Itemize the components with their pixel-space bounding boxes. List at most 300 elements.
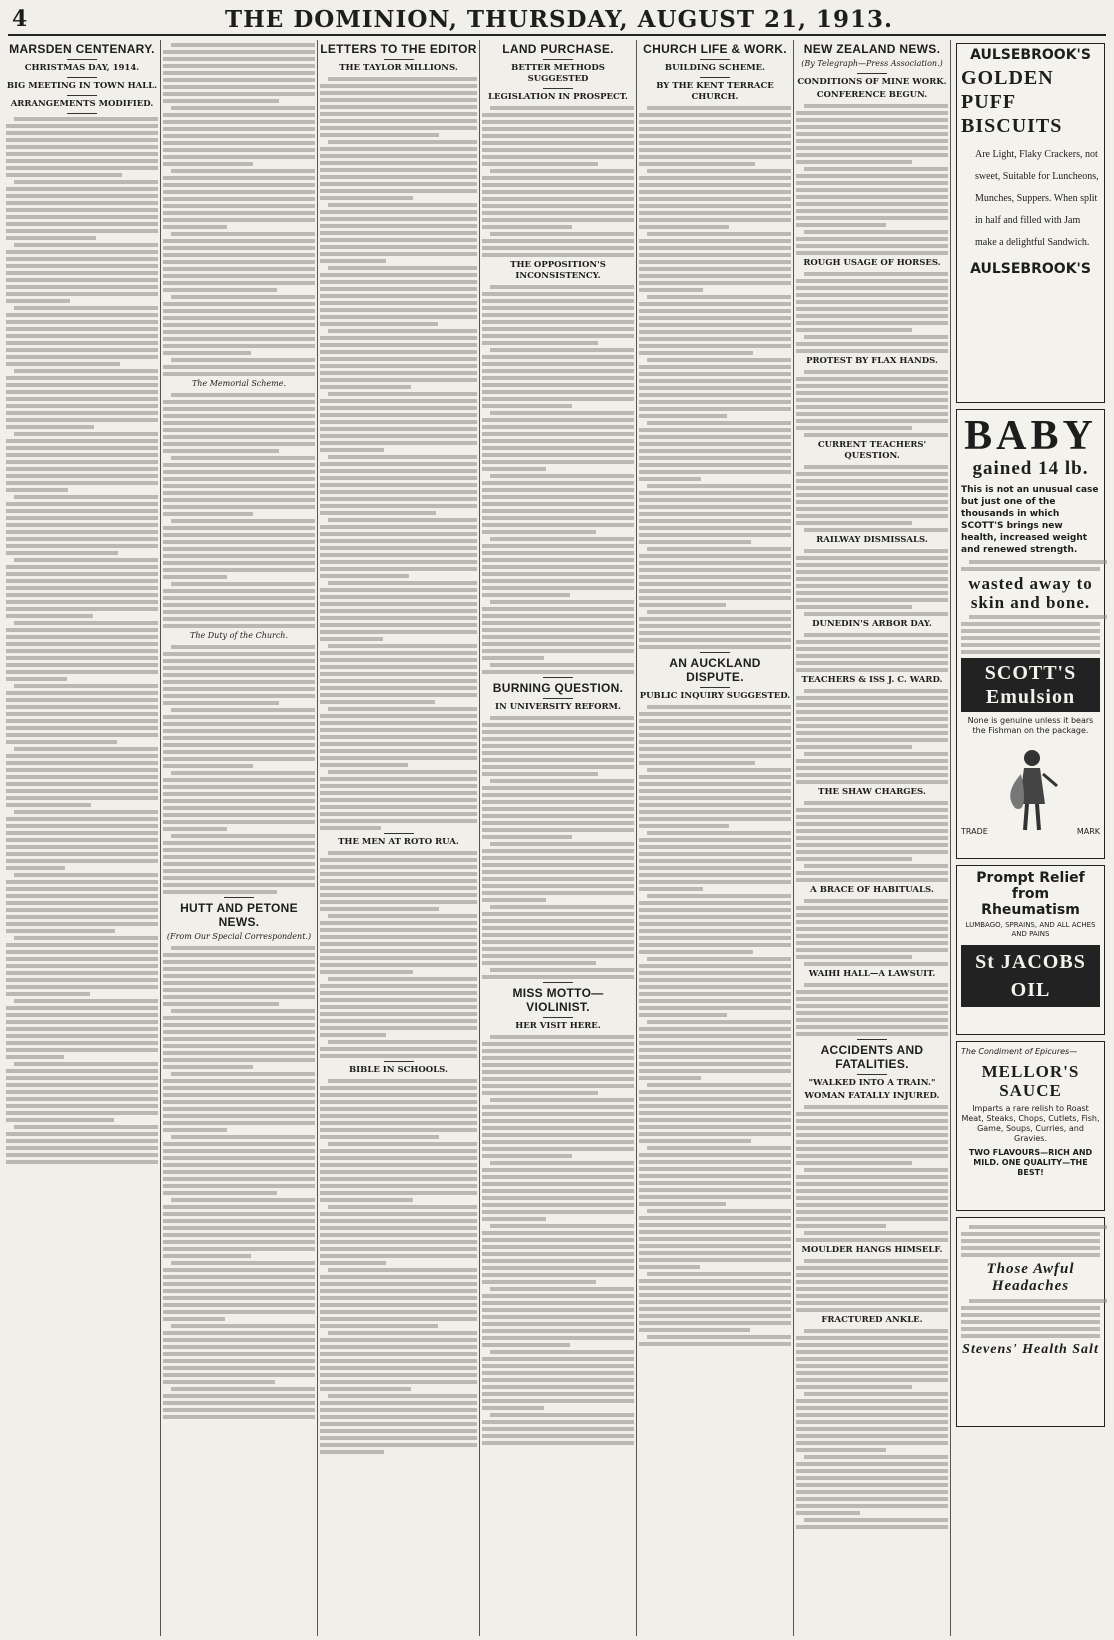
subhead-bible: BIBLE IN SCHOOLS. (349, 1065, 448, 1075)
text-line (482, 670, 634, 674)
text-line (6, 313, 158, 317)
text-line (163, 722, 315, 726)
article-body (320, 77, 477, 830)
text-line (796, 1273, 948, 1277)
text-line (6, 670, 158, 674)
text-line (163, 1156, 315, 1160)
text-line (639, 1251, 791, 1255)
text-line (482, 579, 634, 583)
text-line (639, 330, 791, 334)
text-line (163, 449, 279, 453)
text-line (796, 1217, 948, 1221)
text-line (171, 708, 315, 712)
subhead-ankle: FRACTURED ANKLE. (821, 1315, 923, 1325)
text-line (804, 1105, 948, 1109)
subhead-horses: ROUGH USAGE OF HORSES. (803, 258, 941, 268)
text-line (163, 806, 315, 810)
text-line (796, 570, 948, 574)
text-line (639, 365, 791, 369)
text-line (163, 407, 315, 411)
text-line (320, 287, 477, 291)
text-line (482, 1049, 634, 1053)
text-line (163, 134, 315, 138)
text-line (163, 1352, 315, 1356)
text-line (490, 779, 634, 783)
text-line (171, 106, 315, 110)
text-line (163, 505, 315, 509)
text-line (6, 852, 158, 856)
text-line (163, 694, 315, 698)
text-line (163, 1226, 315, 1230)
text-line (6, 194, 158, 198)
text-line (796, 822, 948, 826)
text-line (328, 770, 477, 774)
text-line (163, 1044, 315, 1048)
text-line (482, 1231, 634, 1235)
article-body (482, 285, 634, 674)
text-line (320, 1149, 477, 1153)
text-line (639, 337, 791, 341)
text-line (320, 406, 477, 410)
text-line (320, 1275, 477, 1279)
text-line (482, 572, 634, 576)
text-line (320, 756, 477, 760)
text-line (163, 1163, 315, 1167)
text-line (490, 1224, 634, 1228)
text-line (796, 913, 948, 917)
text-line (639, 1062, 791, 1066)
subhead-conference: CONFERENCE BEGUN. (816, 90, 928, 100)
text-line (6, 292, 158, 296)
text-line (6, 796, 158, 800)
text-line (796, 556, 948, 560)
text-line (6, 929, 115, 933)
text-line (482, 737, 634, 741)
text-line (6, 320, 158, 324)
text-line (320, 1352, 477, 1356)
text-line (482, 884, 634, 888)
text-line (639, 908, 791, 912)
text-line (639, 624, 791, 628)
text-line (490, 842, 634, 846)
text-line (796, 703, 948, 707)
text-line (328, 140, 477, 144)
text-line (163, 820, 315, 824)
text-line (796, 1238, 948, 1242)
text-line (796, 286, 948, 290)
text-line (639, 999, 791, 1003)
text-line (163, 463, 315, 467)
text-line (320, 525, 477, 529)
subhead-arrangements: ARRANGEMENTS MODIFIED. (10, 99, 154, 109)
text-line (482, 523, 634, 527)
text-line (796, 1133, 948, 1137)
text-line (482, 1238, 634, 1242)
text-line (482, 306, 634, 310)
text-line (796, 1280, 948, 1284)
text-line (320, 700, 435, 704)
text-line (490, 1098, 634, 1102)
ad-mellors (956, 1041, 1105, 1211)
text-line (639, 190, 791, 194)
text-line (163, 428, 315, 432)
text-line (163, 316, 315, 320)
text-line (639, 1013, 727, 1017)
text-line (804, 983, 948, 987)
text-line (163, 155, 315, 159)
text-line (320, 693, 477, 697)
text-line (796, 1504, 948, 1508)
text-line (6, 1069, 158, 1073)
subhead-shaw: THE SHAW CHARGES. (818, 787, 926, 797)
text-line (171, 645, 315, 649)
text-line (961, 567, 1100, 571)
text-line (6, 1090, 158, 1094)
text-line (482, 1252, 634, 1256)
text-line (482, 218, 634, 222)
text-line (796, 500, 948, 504)
text-line (482, 786, 634, 790)
text-line (490, 905, 634, 909)
text-line (320, 539, 477, 543)
text-line (639, 943, 791, 947)
ad-gained: gained 14 lb. (972, 458, 1089, 479)
text-line (320, 336, 477, 340)
text-line (482, 912, 634, 916)
text-line (639, 1097, 791, 1101)
text-line (482, 183, 634, 187)
text-line (961, 1327, 1100, 1331)
text-line (639, 1223, 791, 1227)
text-line (639, 733, 791, 737)
text-line (482, 947, 634, 951)
text-line (490, 285, 634, 289)
text-line (14, 243, 158, 247)
text-line (163, 988, 315, 992)
text-line (639, 1188, 791, 1192)
ad-small-copy (961, 615, 1100, 654)
text-line (320, 1296, 477, 1300)
text-line (163, 246, 315, 250)
text-line (639, 1027, 791, 1031)
text-line (482, 1140, 634, 1144)
text-line (639, 631, 791, 635)
text-line (320, 133, 439, 137)
text-line (482, 155, 634, 159)
text-line (163, 841, 315, 845)
text-line (320, 1226, 477, 1230)
text-line (639, 127, 791, 131)
text-line (6, 460, 158, 464)
text-line (6, 383, 158, 387)
text-line (482, 390, 634, 394)
text-line (163, 1128, 227, 1132)
text-line (482, 800, 634, 804)
text-line (6, 572, 158, 576)
text-line (6, 789, 158, 793)
text-line (482, 1434, 634, 1438)
column-4 (482, 40, 634, 1636)
text-line (482, 814, 634, 818)
text-line (163, 652, 315, 656)
text-line (796, 321, 948, 325)
text-line (320, 1019, 477, 1023)
text-line (639, 204, 791, 208)
text-line (639, 978, 791, 982)
text-line (171, 834, 315, 838)
text-line (320, 483, 477, 487)
text-line (639, 470, 791, 474)
text-line (6, 1076, 158, 1080)
text-line (163, 736, 315, 740)
text-line (639, 1300, 791, 1304)
text-line (639, 554, 791, 558)
headline-burning: BURNING QUESTION. (492, 681, 624, 695)
text-line (647, 295, 791, 299)
text-line (639, 1328, 750, 1332)
text-line (639, 922, 791, 926)
text-line (647, 957, 791, 961)
ad-scotts-emulsion: SCOTT'S Emulsion (961, 658, 1100, 712)
text-line (796, 850, 948, 854)
text-line (320, 742, 477, 746)
ad-mark: MARK (1076, 827, 1100, 836)
text-line (482, 877, 634, 881)
text-line (328, 77, 477, 81)
text-line (163, 85, 315, 89)
article-body (482, 106, 634, 257)
text-line (804, 335, 948, 339)
text-line (163, 540, 315, 544)
text-line (490, 716, 634, 720)
text-line (163, 225, 227, 229)
text-line (320, 210, 477, 214)
text-line (163, 974, 315, 978)
text-line (320, 686, 477, 690)
text-line (639, 162, 755, 166)
text-line (482, 446, 634, 450)
text-line (639, 1307, 791, 1311)
text-line (163, 1275, 315, 1279)
text-line (482, 1063, 634, 1067)
text-line (163, 1373, 315, 1377)
text-line (163, 484, 315, 488)
text-line (796, 237, 948, 241)
text-line (804, 1455, 948, 1459)
text-line (320, 1261, 386, 1265)
text-line (796, 1018, 948, 1022)
text-line (796, 1196, 948, 1200)
text-line (320, 1135, 439, 1139)
text-line (969, 1299, 1107, 1303)
subhead-train: "WALKED INTO A TRAIN." (808, 1078, 936, 1088)
text-line (320, 907, 439, 911)
text-line (796, 591, 948, 595)
text-line (482, 148, 634, 152)
text-line (320, 714, 477, 718)
ad-lumbago: LUMBAGO, SPRAINS, AND ALL ACHES AND PAINS (965, 921, 1096, 938)
text-line (796, 738, 948, 742)
text-line (163, 1100, 315, 1104)
text-line (320, 1254, 477, 1258)
text-line (320, 886, 477, 890)
text-line (320, 1303, 477, 1307)
text-line (482, 467, 546, 471)
text-line (796, 307, 948, 311)
column-1 (6, 40, 158, 1636)
text-line (171, 1387, 315, 1391)
text-line (804, 689, 948, 693)
text-line (804, 1518, 948, 1522)
text-line (6, 299, 70, 303)
text-line (639, 540, 751, 544)
text-line (647, 1020, 791, 1024)
text-line (163, 1345, 315, 1349)
text-line (6, 880, 158, 884)
text-line (796, 293, 948, 297)
article-body (163, 946, 315, 1419)
text-line (796, 1182, 948, 1186)
text-line (320, 1198, 413, 1202)
text-line (639, 526, 791, 530)
text-line (482, 1154, 572, 1158)
text-line (796, 927, 948, 931)
text-line (804, 1168, 948, 1172)
text-line (6, 831, 158, 835)
text-line (328, 392, 477, 396)
text-line (482, 141, 634, 145)
ad-aulsebrook-top: AULSEBROOK'S (970, 47, 1091, 63)
text-line (639, 1160, 791, 1164)
text-line (796, 118, 948, 122)
text-line (6, 159, 158, 163)
text-line (320, 119, 477, 123)
text-line (639, 1286, 791, 1290)
text-line (320, 777, 477, 781)
text-line (163, 533, 315, 537)
text-line (320, 616, 477, 620)
text-line (796, 598, 948, 602)
text-line (320, 1219, 477, 1223)
text-line (163, 1023, 315, 1027)
text-line (482, 551, 634, 555)
text-line (639, 428, 791, 432)
text-line (163, 197, 315, 201)
text-line (163, 1233, 315, 1237)
text-line (482, 1427, 634, 1431)
text-line (320, 805, 477, 809)
text-line (163, 1121, 315, 1125)
text-line (6, 418, 158, 422)
text-line (482, 176, 634, 180)
text-line (482, 1245, 634, 1249)
article-body (796, 689, 948, 784)
text-line (647, 484, 791, 488)
text-line (796, 493, 948, 497)
text-line (796, 1210, 948, 1214)
text-line (796, 878, 948, 882)
text-line (961, 622, 1100, 626)
text-line (796, 398, 948, 402)
text-line (804, 104, 948, 108)
ad-small-copy (961, 560, 1100, 571)
text-line (163, 127, 315, 131)
text-line (639, 456, 791, 460)
text-line (639, 582, 791, 586)
text-line (482, 1091, 598, 1095)
text-line (482, 1168, 634, 1172)
text-line (6, 1055, 64, 1059)
text-line (482, 509, 634, 513)
text-line (639, 246, 791, 250)
text-line (639, 712, 791, 716)
text-line (163, 568, 315, 572)
text-line (490, 106, 634, 110)
text-line (320, 658, 477, 662)
text-line (639, 845, 791, 849)
text-line (482, 1336, 634, 1340)
article-body (639, 106, 791, 649)
text-line (796, 188, 948, 192)
text-line (796, 1434, 948, 1438)
text-line (639, 617, 791, 621)
text-line (796, 857, 912, 861)
text-line (639, 302, 791, 306)
text-line (163, 183, 315, 187)
headline-accidents: ACCIDENTS AND FATALITIES. (820, 1043, 924, 1071)
text-line (639, 887, 703, 891)
text-line (482, 134, 634, 138)
text-line (796, 661, 948, 665)
text-line (804, 370, 948, 374)
text-line (171, 771, 315, 775)
text-line (320, 900, 477, 904)
text-line (639, 1041, 791, 1045)
text-line (320, 532, 477, 536)
text-line (163, 1177, 315, 1181)
text-line (6, 201, 158, 205)
text-line (320, 434, 477, 438)
text-line (796, 717, 948, 721)
text-line (647, 421, 791, 425)
text-line (171, 43, 315, 47)
text-line (163, 92, 315, 96)
text-line (482, 1371, 634, 1375)
text-line (639, 386, 791, 390)
text-line (6, 166, 158, 170)
text-line (320, 921, 477, 925)
text-line (163, 1051, 315, 1055)
text-line (6, 901, 158, 905)
text-line (163, 1142, 315, 1146)
text-line (639, 323, 791, 327)
text-line (163, 337, 315, 341)
text-line (320, 721, 477, 725)
text-line (482, 863, 634, 867)
text-line (163, 981, 315, 985)
text-line (6, 705, 158, 709)
text-line (320, 343, 477, 347)
text-line (639, 1314, 791, 1318)
subhead-better-methods: BETTER METHODS SUGGESTED (511, 63, 605, 84)
text-line (639, 218, 791, 222)
text-line (482, 1217, 546, 1221)
subhead-opposition: THE OPPOSITION'S INCONSISTENCY. (510, 260, 606, 281)
text-line (171, 1009, 315, 1013)
text-line (804, 612, 948, 616)
article-body (163, 393, 315, 628)
text-line (482, 1301, 634, 1305)
